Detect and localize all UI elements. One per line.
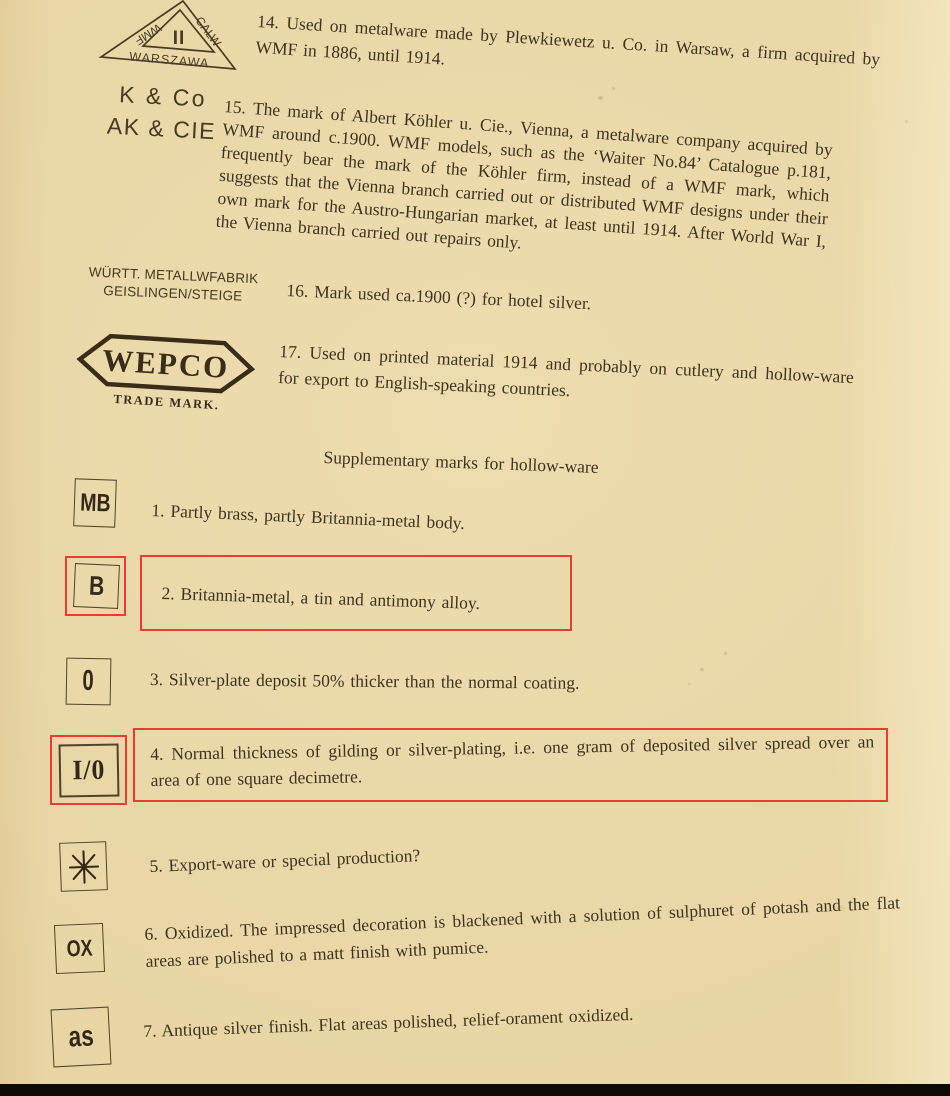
mark-box-mb bbox=[73, 478, 117, 527]
wmf-warszawa-triangle-logo bbox=[93, 0, 243, 80]
paper-stain bbox=[724, 652, 727, 655]
supp-item-5-text: 5. Export-ware or special production? bbox=[149, 845, 421, 876]
wuertt-line-2: GEISLINGEN/STEIGE bbox=[103, 283, 243, 304]
supp-item-4-text: 4. Normal thickness of gilding or silver-plating, i.e. one gram of deposited silver spread over an area of one square decimetre. bbox=[150, 731, 875, 791]
mark-ox-label: OX bbox=[65, 934, 93, 962]
eight-spoke-asterisk-icon bbox=[64, 846, 103, 887]
trade-mark-caption: TRADE MARK. bbox=[113, 391, 220, 413]
entry-17-text: 17. Used on printed material 1914 and probably on cutlery and hollow-ware for export to English-speaking countries. bbox=[277, 340, 855, 401]
supplementary-heading: Supplementary marks for hollow-ware bbox=[323, 446, 599, 478]
calw-label: CALW bbox=[192, 13, 224, 50]
entry-15-text: 15. The mark of Albert Köhler u. Cie., Vienna, a metalware company acquired by WMF around c.1900. WMF models, such as the ‘Waiter No.84’ Catalogue p.181, frequently bear the mark of the Köhler firm, instead of a WMF mark, which suggests that the Vienna branch carried out or distributed WMF designs under their own mark for the Austro-Hungarian market, at least until 1914. After World War I, the Vienna branch carried out repairs only. bbox=[215, 95, 834, 254]
koehler-initials-mark bbox=[95, 80, 230, 146]
mark-box-b bbox=[73, 563, 120, 609]
wmf-label: WMF bbox=[132, 20, 165, 49]
k-co-line: K & Co bbox=[118, 81, 208, 112]
wepco-logo bbox=[74, 328, 257, 416]
mark-box-zero bbox=[66, 658, 112, 706]
mark-io-label: I/0 bbox=[72, 754, 106, 786]
wuertt-line-1: WÜRTT. METALLWFABRIK bbox=[88, 264, 259, 287]
supp-item-7-text: 7. Antique silver finish. Flat areas polished, relief-orament oxidized. bbox=[143, 1003, 634, 1041]
paper-stain bbox=[862, 58, 865, 61]
mark-box-ox bbox=[54, 923, 105, 974]
numeral-ii-label: II bbox=[172, 28, 186, 49]
paper-stain bbox=[598, 96, 603, 100]
supp-item-1-text: 1. Partly brass, partly Britannia-metal body. bbox=[151, 499, 466, 534]
paper-stain bbox=[700, 668, 704, 671]
supp-item-3-text: 3. Silver-plate deposit 50% thicker than the normal coating. bbox=[149, 668, 580, 693]
mark-mb-label: MB bbox=[79, 487, 111, 518]
wuertt-metallwfabrik-mark bbox=[77, 263, 270, 307]
entry-14-text: 14. Used on metalware made by Plewkiewetz u. Co. in Warsaw, a firm acquired by WMF in 1886, until 1914. bbox=[254, 10, 881, 70]
paper-stain bbox=[905, 120, 908, 123]
ak-cie-line: AK & CIE bbox=[106, 112, 217, 145]
mark-as-label: as bbox=[67, 1019, 95, 1054]
paper-stain bbox=[612, 87, 615, 90]
paper-stain bbox=[836, 905, 844, 911]
warszawa-label: WARSZAWA bbox=[128, 49, 210, 71]
mark-zero-label: 0 bbox=[82, 664, 95, 698]
wepco-wordmark: WEPCO bbox=[101, 342, 231, 385]
mark-box-as bbox=[51, 1007, 112, 1068]
mark-b-label: B bbox=[88, 570, 105, 601]
supp-item-6-text: 6. Oxidized. The impressed decoration is blackened with a solution of sulphuret of potash and the flat areas are polished to a matt finish with pumice. bbox=[144, 892, 901, 972]
supp-item-2-text: 2. Britannia-metal, a tin and antimony alloy. bbox=[161, 582, 481, 613]
entry-16-text: 16. Mark used ca.1900 (?) for hotel silver. bbox=[286, 279, 592, 314]
mark-box-io bbox=[59, 743, 120, 797]
mark-box-asterisk bbox=[59, 841, 108, 892]
page-bottom-edge bbox=[0, 1084, 950, 1096]
paper-stain bbox=[688, 683, 690, 685]
